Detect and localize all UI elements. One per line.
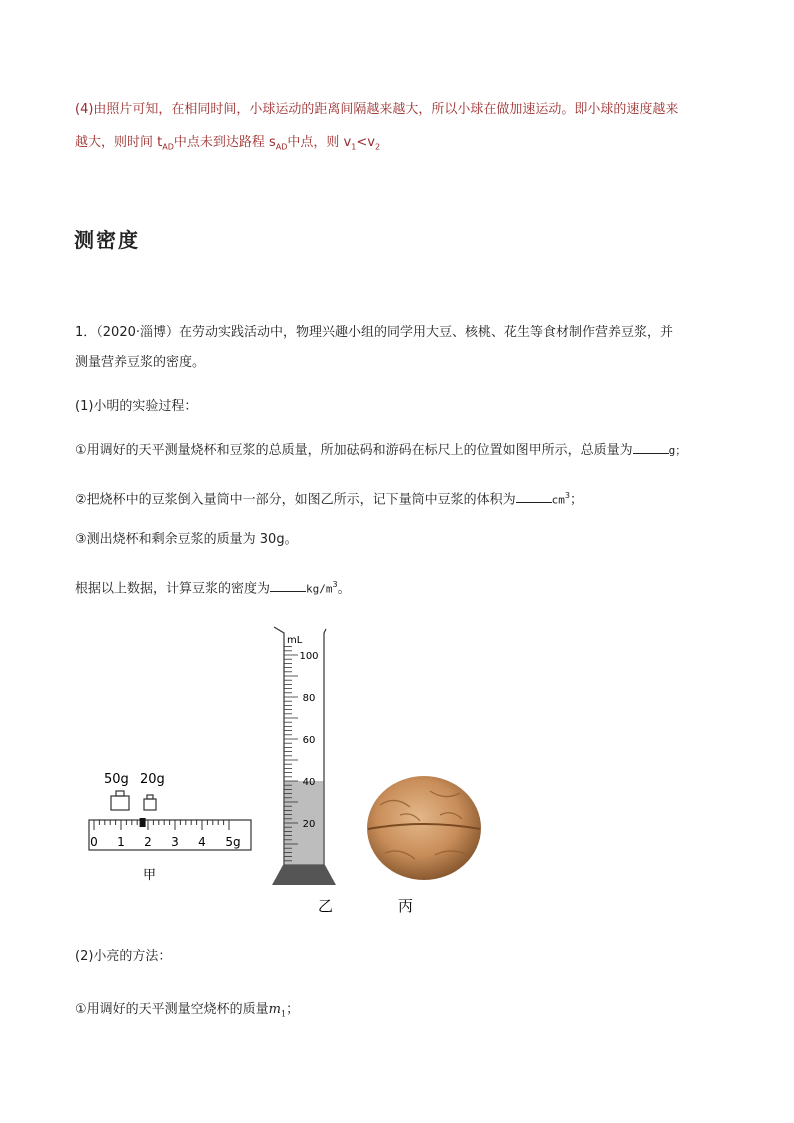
answer-text: 中点，则 v: [287, 135, 352, 150]
cylinder-label: 60: [302, 735, 316, 746]
answer-line-1: (4)由照片可知，在相同时间，小球运动的距离间隔越来越大，所以小球在做加速运动。即小球的速度越来: [75, 102, 679, 117]
scale-label: 2: [144, 835, 152, 849]
part2-step-1: [75, 995, 725, 1030]
mass-symbol: $m_1$: [268, 1002, 287, 1019]
cylinder-label: 80: [302, 693, 316, 704]
answer-text: <v: [356, 135, 375, 150]
weight-20g-icon: [144, 795, 156, 810]
answer-text: 越大，则时间 t: [75, 135, 163, 150]
step-1: [75, 436, 725, 466]
part1-title: (1)小明的实验过程：: [75, 399, 198, 414]
experiment-figure: [0, 615, 794, 925]
answer-blank: [270, 579, 306, 592]
scale-label: 3: [171, 835, 179, 849]
cylinder-unit: mL: [287, 635, 303, 646]
step-text: ②把烧杯中的豆浆倒入量筒中一部分，如图乙所示，记下量筒中豆浆的体积为: [75, 492, 516, 508]
figure-label-yi: 乙: [318, 897, 334, 915]
weight-50g-icon: [111, 791, 129, 810]
cylinder-label: 40: [302, 777, 316, 788]
scale-label: 4: [198, 835, 206, 849]
figure-label-jia: 甲: [143, 868, 157, 883]
question-intro-1: 1．（2020·淄博）在劳动实践活动中，物理兴趣小组的同学用大豆、核桃、花生等食材制作营养豆浆，并: [75, 325, 673, 340]
unit-superscript: 3: [564, 491, 570, 500]
weight-label-20g: 20g: [140, 772, 165, 787]
question-intro-2: 测量营养豆浆的密度。: [75, 355, 206, 370]
walnut-image: [367, 776, 481, 880]
scale-label: 1: [117, 835, 125, 849]
cylinder-label: 20: [302, 819, 316, 830]
unit-text: g；: [668, 444, 687, 457]
cylinder-base: [272, 865, 336, 885]
figure-label-bing: 丙: [398, 897, 414, 915]
step-3: ③测出烧杯和剩余豆浆的质量为 30g。: [75, 532, 298, 547]
calc-line: [75, 570, 725, 604]
step-text: ①用调好的天平测量空烧杯的质量: [75, 1002, 269, 1017]
t-subscript: AD: [162, 142, 174, 152]
section-title: 测密度: [74, 228, 140, 252]
step-text: ①用调好的天平测量烧杯和豆浆的总质量，所加砝码和游码在标尺上的位置如图甲所示，总质量为: [75, 443, 633, 458]
unit-superscript: 3: [332, 580, 338, 589]
answer-blank: [516, 490, 552, 503]
s-subscript: AD: [275, 142, 288, 152]
cylinder-label: 100: [299, 651, 319, 662]
step-text: ；: [570, 492, 584, 508]
step-text: 根据以上数据，计算豆浆的密度为: [75, 581, 271, 597]
v2-subscript: 2: [374, 142, 381, 152]
unit-text: kg/m: [306, 582, 333, 596]
step-text: ；: [286, 1002, 300, 1017]
weight-label-50g: 50g: [104, 772, 129, 787]
answer-blank: [633, 441, 669, 454]
rider-marker: [140, 818, 146, 827]
scale-label: 5g: [225, 835, 241, 849]
part2-title: (2)小亮的方法：: [75, 949, 172, 964]
answer-line-2: [75, 128, 725, 163]
step-2: [75, 481, 725, 515]
step-text: 。: [337, 581, 351, 597]
scale-label: 0: [90, 835, 98, 849]
v1-subscript: 1: [351, 142, 357, 152]
unit-text: cm: [551, 493, 565, 507]
answer-text: 中点未到达路程 s: [173, 135, 276, 150]
